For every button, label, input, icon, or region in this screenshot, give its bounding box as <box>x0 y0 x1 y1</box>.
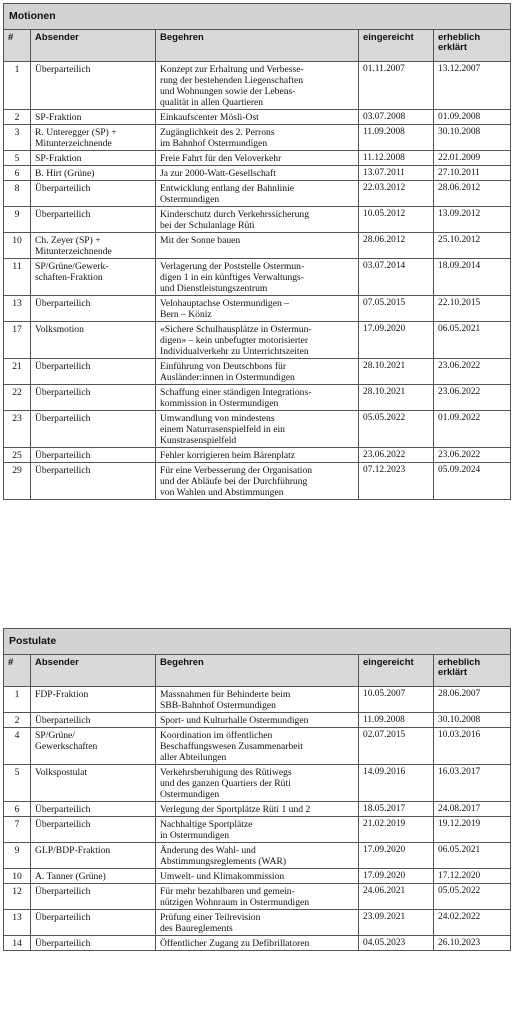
table-row <box>4 868 511 883</box>
cell-num: 9 <box>4 206 31 232</box>
col-header-num: # <box>4 29 31 61</box>
cell-eingereicht: 24.06.2021 <box>359 883 434 909</box>
cell-begehren: Velohauptachse Ostermundigen – Bern – Köniz <box>156 295 359 321</box>
cell-num: 23 <box>4 410 31 447</box>
cell-erheblich: 05.09.2024 <box>434 462 511 499</box>
cell-begehren: Für eine Verbesserung der Organisation und der Abläufe bei der Durchführung von Wahlen und Abstimmungen <box>156 462 359 499</box>
cell-eingereicht: 07.12.2023 <box>359 462 434 499</box>
cell-erheblich: 06.05.2021 <box>434 842 511 868</box>
cell-num: 10 <box>4 868 31 883</box>
cell-begehren: Verlagerung der Poststelle Ostermun- digen 1 in ein künftiges Verwaltungs- und Dienstleistungszentrum <box>156 258 359 295</box>
cell-begehren: Prüfung einer Teilrevision des Baureglements <box>156 909 359 935</box>
cell-absender: B. Hirt (Grüne) <box>31 165 156 180</box>
cell-begehren: Umwelt- und Klimakommission <box>156 868 359 883</box>
cell-erheblich: 01.09.2008 <box>434 109 511 124</box>
cell-num: 3 <box>4 124 31 150</box>
cell-erheblich: 30.10.2008 <box>434 124 511 150</box>
cell-num: 6 <box>4 801 31 816</box>
cell-eingereicht: 10.05.2012 <box>359 206 434 232</box>
table-row <box>4 883 511 909</box>
cell-begehren: Umwandlung von mindestens einem Naturrasenspielfeld in ein Kunstrasenspielfeld <box>156 410 359 447</box>
cell-begehren: Massnahmen für Behinderte beim SBB-Bahnhof Ostermundigen <box>156 686 359 712</box>
cell-begehren: Einführung von Deutschbons für Ausländer:innen in Ostermundigen <box>156 358 359 384</box>
cell-erheblich: 13.09.2012 <box>434 206 511 232</box>
cell-num: 21 <box>4 358 31 384</box>
col-header-eingereicht: eingereicht <box>359 654 434 686</box>
table-row <box>4 764 511 801</box>
cell-num: 29 <box>4 462 31 499</box>
cell-erheblich: 16.03.2017 <box>434 764 511 801</box>
cell-erheblich: 22.10.2015 <box>434 295 511 321</box>
cell-absender: SP-Fraktion <box>31 109 156 124</box>
cell-erheblich: 23.06.2022 <box>434 384 511 410</box>
cell-num: 25 <box>4 447 31 462</box>
cell-erheblich: 06.05.2021 <box>434 321 511 358</box>
cell-begehren: Änderung des Wahl- und Abstimmungsreglements (WAR) <box>156 842 359 868</box>
cell-absender: SP-Fraktion <box>31 150 156 165</box>
cell-begehren: Schaffung einer ständigen Integrations- kommission in Ostermundigen <box>156 384 359 410</box>
motionen-table <box>3 3 511 500</box>
col-header-begehren: Begehren <box>156 29 359 61</box>
cell-eingereicht: 28.06.2012 <box>359 232 434 258</box>
cell-erheblich: 27.10.2011 <box>434 165 511 180</box>
table-row <box>4 686 511 712</box>
cell-eingereicht: 28.10.2021 <box>359 384 434 410</box>
cell-begehren: Verlegung der Sportplätze Rüti 1 und 2 <box>156 801 359 816</box>
cell-eingereicht: 03.07.2014 <box>359 258 434 295</box>
cell-num: 1 <box>4 686 31 712</box>
cell-absender: Überparteilich <box>31 883 156 909</box>
table-row <box>4 165 511 180</box>
cell-eingereicht: 18.05.2017 <box>359 801 434 816</box>
cell-erheblich: 25.10.2012 <box>434 232 511 258</box>
cell-num: 2 <box>4 109 31 124</box>
cell-eingereicht: 01.11.2007 <box>359 61 434 109</box>
cell-eingereicht: 17.09.2020 <box>359 842 434 868</box>
table-row <box>4 842 511 868</box>
cell-num: 14 <box>4 935 31 950</box>
cell-begehren: Für mehr bezahlbaren und gemein- nützigen Wohnraum in Ostermundigen <box>156 883 359 909</box>
cell-erheblich: 28.06.2012 <box>434 180 511 206</box>
cell-eingereicht: 05.05.2022 <box>359 410 434 447</box>
col-header-absender: Absender <box>31 654 156 686</box>
table-row <box>4 109 511 124</box>
cell-num: 22 <box>4 384 31 410</box>
cell-eingereicht: 14.09.2016 <box>359 764 434 801</box>
cell-eingereicht: 17.09.2020 <box>359 321 434 358</box>
table-row <box>4 206 511 232</box>
cell-erheblich: 19.12.2019 <box>434 816 511 842</box>
cell-absender: Überparteilich <box>31 180 156 206</box>
cell-erheblich: 26.10.2023 <box>434 935 511 950</box>
cell-begehren: «Sichere Schulhausplätze in Ostermun- digen» – kein unbefugter motorisierter Individualverkehr zu Unterrichtszeiten <box>156 321 359 358</box>
col-header-num: # <box>4 654 31 686</box>
cell-num: 8 <box>4 180 31 206</box>
table-row <box>4 384 511 410</box>
cell-absender: Überparteilich <box>31 61 156 109</box>
cell-erheblich: 05.05.2022 <box>434 883 511 909</box>
cell-begehren: Einkaufscenter Mösli-Ost <box>156 109 359 124</box>
cell-eingereicht: 10.05.2007 <box>359 686 434 712</box>
cell-begehren: Ja zur 2000-Watt-Gesellschaft <box>156 165 359 180</box>
table-row <box>4 410 511 447</box>
cell-absender: Überparteilich <box>31 816 156 842</box>
cell-erheblich: 01.09.2022 <box>434 410 511 447</box>
cell-absender: SP/Grüne/ Gewerkschaften <box>31 727 156 764</box>
cell-num: 10 <box>4 232 31 258</box>
cell-absender: R. Unteregger (SP) + Mitunterzeichnende <box>31 124 156 150</box>
cell-absender: Ch. Zeyer (SP) + Mitunterzeichnende <box>31 232 156 258</box>
cell-num: 4 <box>4 727 31 764</box>
cell-eingereicht: 23.06.2022 <box>359 447 434 462</box>
cell-begehren: Konzept zur Erhaltung und Verbesse- rung der bestehenden Liegenschaften und Wohnungen sowie der Lebens- qualität in allen Quartieren <box>156 61 359 109</box>
cell-absender: Überparteilich <box>31 935 156 950</box>
cell-begehren: Öffentlicher Zugang zu Defibrillatoren <box>156 935 359 950</box>
cell-eingereicht: 13.07.2011 <box>359 165 434 180</box>
cell-begehren: Freie Fahrt für den Veloverkehr <box>156 150 359 165</box>
cell-erheblich: 17.12.2020 <box>434 868 511 883</box>
cell-eingereicht: 11.09.2008 <box>359 712 434 727</box>
cell-begehren: Mit der Sonne bauen <box>156 232 359 258</box>
cell-num: 5 <box>4 764 31 801</box>
col-header-erheblich: erheblich erklärt <box>434 654 511 686</box>
motionen-section <box>3 3 510 500</box>
table-row <box>4 124 511 150</box>
cell-num: 1 <box>4 61 31 109</box>
col-header-erheblich: erheblich erklärt <box>434 29 511 61</box>
cell-absender: Überparteilich <box>31 909 156 935</box>
cell-erheblich: 23.06.2022 <box>434 358 511 384</box>
table-row <box>4 816 511 842</box>
table-row <box>4 321 511 358</box>
table-row <box>4 258 511 295</box>
cell-begehren: Entwicklung entlang der Bahnlinie Ostermundigen <box>156 180 359 206</box>
table-row <box>4 935 511 950</box>
postulate-table <box>3 628 511 951</box>
cell-absender: A. Tanner (Grüne) <box>31 868 156 883</box>
cell-eingereicht: 04.05.2023 <box>359 935 434 950</box>
cell-absender: GLP/BDP-Fraktion <box>31 842 156 868</box>
table-row <box>4 232 511 258</box>
motionen-body <box>4 61 511 499</box>
table-row <box>4 358 511 384</box>
postulate-title: Postulate <box>4 629 511 655</box>
cell-eingereicht: 11.12.2008 <box>359 150 434 165</box>
col-header-begehren: Begehren <box>156 654 359 686</box>
table-row <box>4 712 511 727</box>
cell-begehren: Koordination im öffentlichen Beschaffungswesen Zusammenarbeit aller Abteilungen <box>156 727 359 764</box>
cell-absender: Überparteilich <box>31 712 156 727</box>
cell-num: 13 <box>4 909 31 935</box>
table-row <box>4 447 511 462</box>
cell-num: 17 <box>4 321 31 358</box>
cell-eingereicht: 22.03.2012 <box>359 180 434 206</box>
table-row <box>4 727 511 764</box>
cell-absender: Überparteilich <box>31 358 156 384</box>
cell-begehren: Kinderschutz durch Verkehrssicherung bei der Schulanlage Rüti <box>156 206 359 232</box>
cell-eingereicht: 23.09.2021 <box>359 909 434 935</box>
cell-erheblich: 10.03.2016 <box>434 727 511 764</box>
postulate-section <box>3 628 510 951</box>
cell-num: 12 <box>4 883 31 909</box>
cell-erheblich: 30.10.2008 <box>434 712 511 727</box>
cell-num: 13 <box>4 295 31 321</box>
cell-erheblich: 24.02.2022 <box>434 909 511 935</box>
cell-num: 7 <box>4 816 31 842</box>
cell-absender: Überparteilich <box>31 801 156 816</box>
cell-absender: Überparteilich <box>31 295 156 321</box>
cell-eingereicht: 02.07.2015 <box>359 727 434 764</box>
cell-begehren: Nachhaltige Sportplätze in Ostermundigen <box>156 816 359 842</box>
table-row <box>4 295 511 321</box>
postulate-body <box>4 686 511 950</box>
cell-eingereicht: 07.05.2015 <box>359 295 434 321</box>
cell-erheblich: 18.09.2014 <box>434 258 511 295</box>
cell-erheblich: 23.06.2022 <box>434 447 511 462</box>
motionen-title: Motionen <box>4 4 511 30</box>
cell-absender: Überparteilich <box>31 384 156 410</box>
cell-eingereicht: 28.10.2021 <box>359 358 434 384</box>
cell-erheblich: 22.01.2009 <box>434 150 511 165</box>
cell-absender: Volkspostulat <box>31 764 156 801</box>
table-row <box>4 180 511 206</box>
table-row <box>4 801 511 816</box>
cell-eingereicht: 11.09.2008 <box>359 124 434 150</box>
cell-num: 5 <box>4 150 31 165</box>
cell-absender: Volksmotion <box>31 321 156 358</box>
table-row <box>4 462 511 499</box>
cell-num: 6 <box>4 165 31 180</box>
col-header-absender: Absender <box>31 29 156 61</box>
cell-begehren: Fehler korrigieren beim Bärenplatz <box>156 447 359 462</box>
cell-num: 9 <box>4 842 31 868</box>
cell-num: 2 <box>4 712 31 727</box>
cell-eingereicht: 17.09.2020 <box>359 868 434 883</box>
cell-absender: SP/Grüne/Gewerk- schaften-Fraktion <box>31 258 156 295</box>
cell-eingereicht: 21.02.2019 <box>359 816 434 842</box>
cell-absender: Überparteilich <box>31 447 156 462</box>
cell-erheblich: 28.06.2007 <box>434 686 511 712</box>
cell-absender: Überparteilich <box>31 462 156 499</box>
cell-num: 11 <box>4 258 31 295</box>
table-row <box>4 150 511 165</box>
cell-absender: Überparteilich <box>31 206 156 232</box>
cell-eingereicht: 03.07.2008 <box>359 109 434 124</box>
cell-begehren: Sport- und Kulturhalle Ostermundigen <box>156 712 359 727</box>
cell-begehren: Zugänglichkeit des 2. Perrons im Bahnhof Ostermundigen <box>156 124 359 150</box>
cell-absender: FDP-Fraktion <box>31 686 156 712</box>
cell-erheblich: 24.08.2017 <box>434 801 511 816</box>
table-row <box>4 61 511 109</box>
cell-begehren: Verkehrsberuhigung des Rütiwegs und des ganzen Quartiers der Rüti Ostermundigen <box>156 764 359 801</box>
table-row <box>4 909 511 935</box>
cell-erheblich: 13.12.2007 <box>434 61 511 109</box>
col-header-eingereicht: eingereicht <box>359 29 434 61</box>
cell-absender: Überparteilich <box>31 410 156 447</box>
